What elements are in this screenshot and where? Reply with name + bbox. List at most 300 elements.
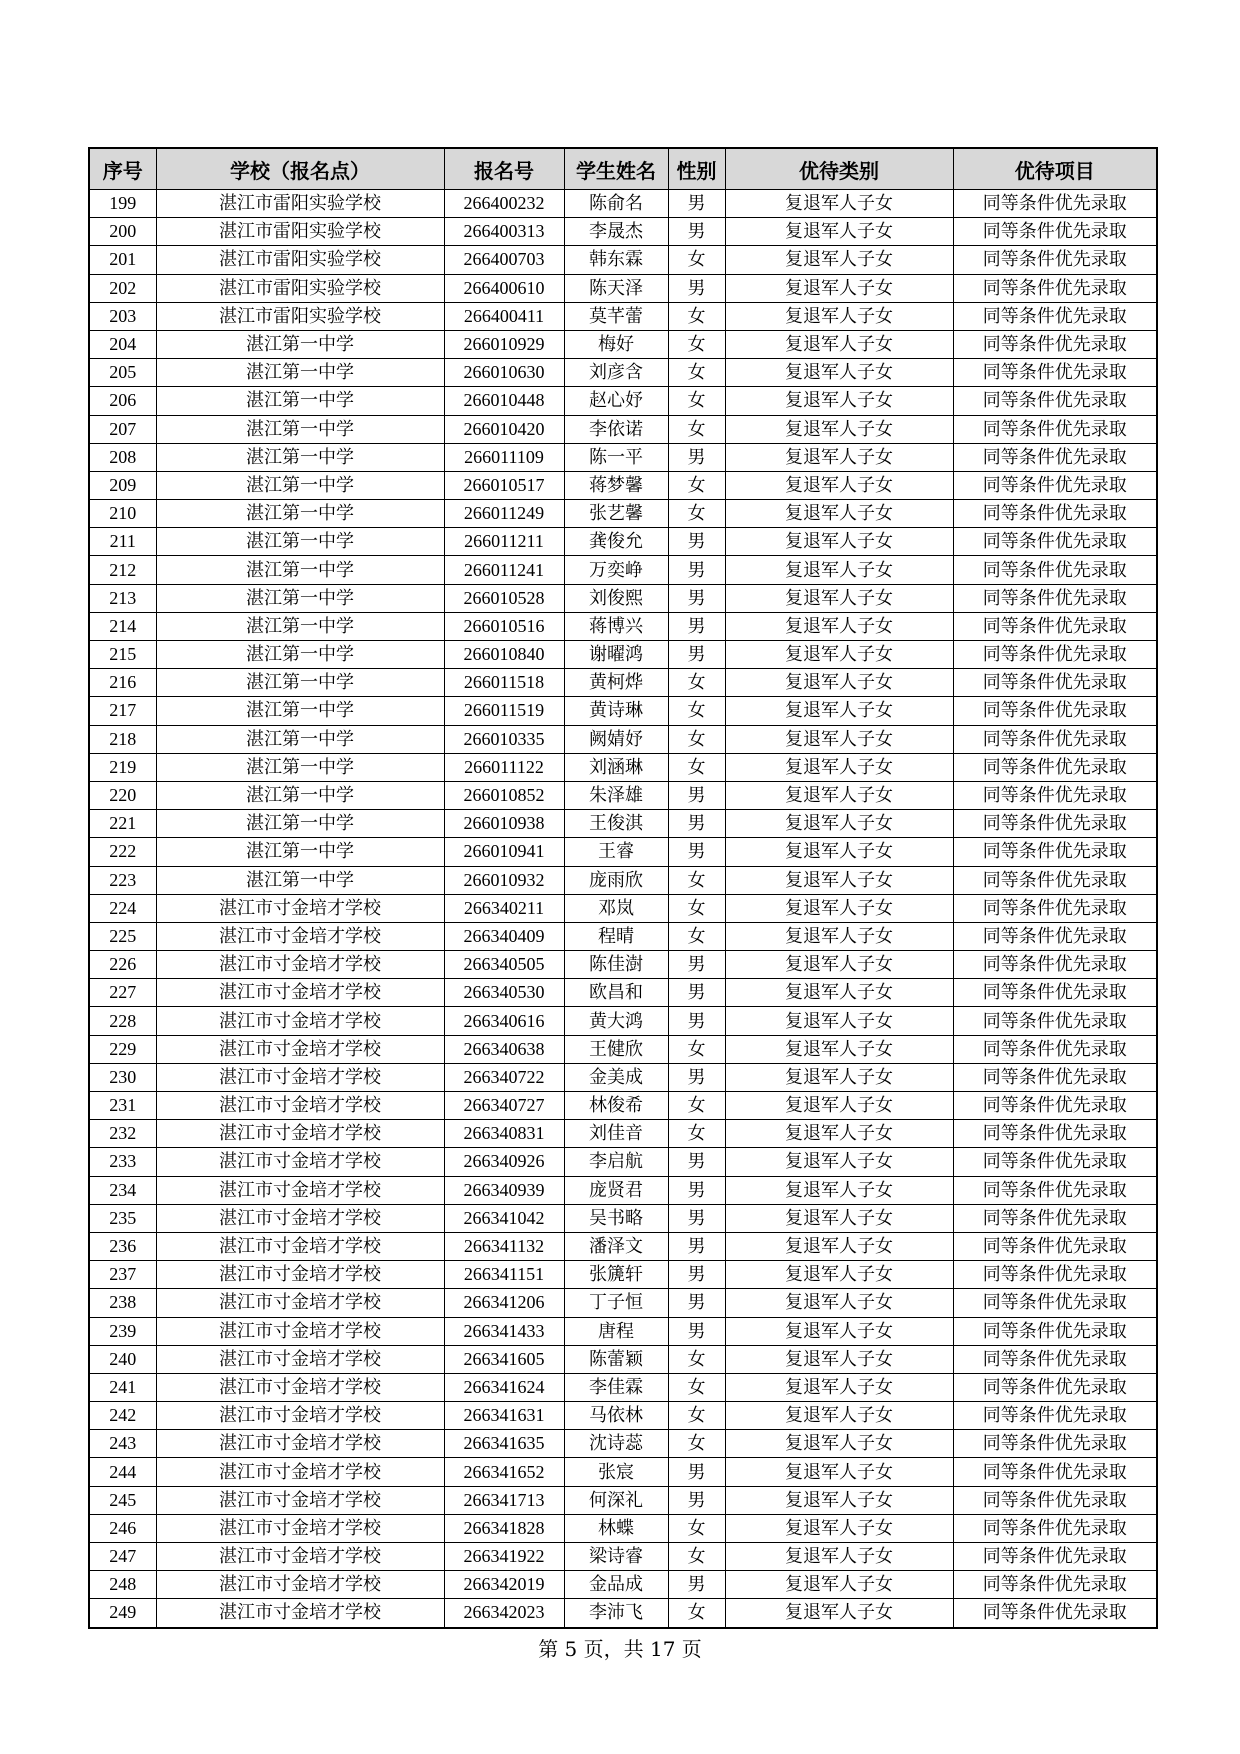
cell-student-name: 龚俊允 [564, 528, 668, 556]
cell-student-name: 吴书略 [564, 1204, 668, 1232]
table-row [89, 1486, 1157, 1514]
cell-school: 湛江第一中学 [156, 443, 444, 471]
cell-school: 湛江市寸金培才学校 [156, 1289, 444, 1317]
cell-student-name: 黄大鸿 [564, 1007, 668, 1035]
table-row [89, 1232, 1157, 1260]
cell-gender: 女 [668, 415, 725, 443]
cell-school: 湛江市雷阳实验学校 [156, 190, 444, 218]
cell-gender: 男 [668, 979, 725, 1007]
cell-student-name: 欧昌和 [564, 979, 668, 1007]
table-row [89, 246, 1157, 274]
cell-preference-category: 复退军人子女 [725, 1317, 953, 1345]
header-school: 学校（报名点） [156, 148, 444, 190]
cell-student-name: 金美成 [564, 1063, 668, 1091]
cell-school: 湛江第一中学 [156, 810, 444, 838]
cell-registration-number: 266011241 [444, 556, 564, 584]
table-row [89, 387, 1157, 415]
table-row [89, 218, 1157, 246]
cell-index: 229 [89, 1035, 156, 1063]
cell-student-name: 沈诗蕊 [564, 1430, 668, 1458]
cell-gender: 女 [668, 1430, 725, 1458]
cell-preference-category: 复退军人子女 [725, 1289, 953, 1317]
table-row [89, 471, 1157, 499]
cell-preference-item: 同等条件优先录取 [953, 1599, 1157, 1628]
cell-preference-category: 复退军人子女 [725, 1035, 953, 1063]
cell-preference-item: 同等条件优先录取 [953, 810, 1157, 838]
cell-school: 湛江市雷阳实验学校 [156, 246, 444, 274]
cell-gender: 女 [668, 1120, 725, 1148]
cell-registration-number: 266340211 [444, 894, 564, 922]
cell-preference-category: 复退军人子女 [725, 810, 953, 838]
cell-index: 222 [89, 838, 156, 866]
cell-gender: 女 [668, 246, 725, 274]
cell-gender: 女 [668, 1345, 725, 1373]
cell-school: 湛江市寸金培才学校 [156, 894, 444, 922]
cell-preference-category: 复退军人子女 [725, 387, 953, 415]
cell-gender: 男 [668, 1176, 725, 1204]
cell-gender: 男 [668, 838, 725, 866]
cell-preference-category: 复退军人子女 [725, 753, 953, 781]
cell-preference-category: 复退军人子女 [725, 246, 953, 274]
cell-school: 湛江第一中学 [156, 612, 444, 640]
cell-gender: 女 [668, 1543, 725, 1571]
cell-preference-item: 同等条件优先录取 [953, 302, 1157, 330]
cell-preference-item: 同等条件优先录取 [953, 556, 1157, 584]
table-header [89, 148, 1157, 190]
cell-index: 249 [89, 1599, 156, 1628]
cell-gender: 男 [668, 443, 725, 471]
cell-school: 湛江第一中学 [156, 866, 444, 894]
cell-student-name: 张宸 [564, 1458, 668, 1486]
cell-school: 湛江市寸金培才学校 [156, 1148, 444, 1176]
cell-registration-number: 266010941 [444, 838, 564, 866]
cell-registration-number: 266010420 [444, 415, 564, 443]
table-row [89, 753, 1157, 781]
table-row [89, 1120, 1157, 1148]
cell-preference-item: 同等条件优先录取 [953, 1092, 1157, 1120]
table-row [89, 1458, 1157, 1486]
cell-preference-item: 同等条件优先录取 [953, 1007, 1157, 1035]
cell-preference-item: 同等条件优先录取 [953, 1430, 1157, 1458]
cell-gender: 女 [668, 697, 725, 725]
cell-school: 湛江市寸金培才学校 [156, 1232, 444, 1260]
cell-index: 223 [89, 866, 156, 894]
cell-student-name: 韩东霖 [564, 246, 668, 274]
cell-preference-item: 同等条件优先录取 [953, 1458, 1157, 1486]
table-row [89, 979, 1157, 1007]
table-row [89, 1317, 1157, 1345]
cell-registration-number: 266341151 [444, 1261, 564, 1289]
cell-index: 247 [89, 1543, 156, 1571]
cell-preference-category: 复退军人子女 [725, 500, 953, 528]
cell-registration-number: 266340926 [444, 1148, 564, 1176]
header-index: 序号 [89, 148, 156, 190]
cell-registration-number: 266341624 [444, 1373, 564, 1401]
cell-registration-number: 266010630 [444, 359, 564, 387]
cell-school: 湛江市寸金培才学校 [156, 1571, 444, 1599]
cell-student-name: 蒋博兴 [564, 612, 668, 640]
cell-student-name: 张艺馨 [564, 500, 668, 528]
cell-preference-item: 同等条件优先录取 [953, 359, 1157, 387]
cell-preference-item: 同等条件优先录取 [953, 725, 1157, 753]
cell-preference-category: 复退军人子女 [725, 274, 953, 302]
cell-gender: 男 [668, 1007, 725, 1035]
cell-index: 217 [89, 697, 156, 725]
cell-student-name: 阙婧妤 [564, 725, 668, 753]
table-row [89, 359, 1157, 387]
cell-gender: 女 [668, 471, 725, 499]
cell-student-name: 梅好 [564, 330, 668, 358]
cell-preference-item: 同等条件优先录取 [953, 1486, 1157, 1514]
cell-preference-category: 复退军人子女 [725, 1204, 953, 1232]
cell-index: 235 [89, 1204, 156, 1232]
cell-registration-number: 266341922 [444, 1543, 564, 1571]
cell-preference-category: 复退军人子女 [725, 1176, 953, 1204]
cell-school: 湛江第一中学 [156, 669, 444, 697]
cell-preference-item: 同等条件优先录取 [953, 1543, 1157, 1571]
cell-student-name: 丁子恒 [564, 1289, 668, 1317]
cell-preference-item: 同等条件优先录取 [953, 330, 1157, 358]
cell-index: 208 [89, 443, 156, 471]
cell-index: 215 [89, 641, 156, 669]
table-row [89, 1345, 1157, 1373]
table-row [89, 641, 1157, 669]
cell-student-name: 庞雨欣 [564, 866, 668, 894]
cell-preference-category: 复退军人子女 [725, 1402, 953, 1430]
cell-index: 216 [89, 669, 156, 697]
cell-preference-category: 复退军人子女 [725, 838, 953, 866]
cell-index: 200 [89, 218, 156, 246]
cell-registration-number: 266400703 [444, 246, 564, 274]
cell-preference-category: 复退军人子女 [725, 1092, 953, 1120]
cell-school: 湛江第一中学 [156, 471, 444, 499]
cell-student-name: 张篪轩 [564, 1261, 668, 1289]
cell-student-name: 莫芊蕾 [564, 302, 668, 330]
cell-preference-item: 同等条件优先录取 [953, 1402, 1157, 1430]
cell-registration-number: 266340939 [444, 1176, 564, 1204]
table-row [89, 584, 1157, 612]
cell-preference-item: 同等条件优先录取 [953, 1289, 1157, 1317]
cell-preference-item: 同等条件优先录取 [953, 697, 1157, 725]
cell-registration-number: 266342023 [444, 1599, 564, 1628]
cell-preference-item: 同等条件优先录取 [953, 866, 1157, 894]
cell-school: 湛江市寸金培才学校 [156, 922, 444, 950]
cell-registration-number: 266342019 [444, 1571, 564, 1599]
cell-preference-item: 同等条件优先录取 [953, 584, 1157, 612]
cell-school: 湛江市寸金培才学校 [156, 1373, 444, 1401]
cell-school: 湛江市雷阳实验学校 [156, 274, 444, 302]
cell-preference-category: 复退军人子女 [725, 951, 953, 979]
cell-preference-category: 复退军人子女 [725, 1373, 953, 1401]
cell-registration-number: 266341631 [444, 1402, 564, 1430]
cell-preference-category: 复退军人子女 [725, 443, 953, 471]
cell-preference-category: 复退军人子女 [725, 330, 953, 358]
cell-registration-number: 266400232 [444, 190, 564, 218]
cell-gender: 男 [668, 1486, 725, 1514]
cell-gender: 男 [668, 1317, 725, 1345]
cell-index: 206 [89, 387, 156, 415]
cell-registration-number: 266010335 [444, 725, 564, 753]
cell-gender: 男 [668, 274, 725, 302]
table-row [89, 1373, 1157, 1401]
header-row [89, 148, 1157, 190]
cell-student-name: 陈佳澍 [564, 951, 668, 979]
table-row [89, 1543, 1157, 1571]
cell-preference-item: 同等条件优先录取 [953, 1148, 1157, 1176]
cell-gender: 男 [668, 781, 725, 809]
table-row [89, 866, 1157, 894]
cell-registration-number: 266010938 [444, 810, 564, 838]
cell-preference-item: 同等条件优先录取 [953, 1571, 1157, 1599]
cell-preference-item: 同等条件优先录取 [953, 1176, 1157, 1204]
cell-registration-number: 266010929 [444, 330, 564, 358]
cell-registration-number: 266341433 [444, 1317, 564, 1345]
cell-preference-category: 复退军人子女 [725, 1514, 953, 1542]
cell-registration-number: 266341652 [444, 1458, 564, 1486]
cell-registration-number: 266341713 [444, 1486, 564, 1514]
cell-gender: 女 [668, 894, 725, 922]
cell-school: 湛江市寸金培才学校 [156, 979, 444, 1007]
cell-school: 湛江第一中学 [156, 528, 444, 556]
cell-school: 湛江市寸金培才学校 [156, 1345, 444, 1373]
cell-school: 湛江市寸金培才学校 [156, 1514, 444, 1542]
cell-index: 214 [89, 612, 156, 640]
cell-school: 湛江市寸金培才学校 [156, 1120, 444, 1148]
cell-gender: 男 [668, 584, 725, 612]
page-number: 第 5 页，共 17 页 [538, 1637, 702, 1661]
table-row [89, 612, 1157, 640]
cell-preference-item: 同等条件优先录取 [953, 1317, 1157, 1345]
cell-school: 湛江市寸金培才学校 [156, 1035, 444, 1063]
cell-index: 219 [89, 753, 156, 781]
cell-preference-category: 复退军人子女 [725, 1543, 953, 1571]
table-row [89, 951, 1157, 979]
table-row [89, 1402, 1157, 1430]
cell-preference-item: 同等条件优先录取 [953, 443, 1157, 471]
cell-registration-number: 266011109 [444, 443, 564, 471]
table-row [89, 781, 1157, 809]
cell-registration-number: 266341042 [444, 1204, 564, 1232]
cell-school: 湛江市寸金培才学校 [156, 1486, 444, 1514]
cell-school: 湛江市寸金培才学校 [156, 1402, 444, 1430]
cell-index: 230 [89, 1063, 156, 1091]
cell-school: 湛江市寸金培才学校 [156, 1007, 444, 1035]
table-row [89, 330, 1157, 358]
cell-school: 湛江第一中学 [156, 753, 444, 781]
cell-gender: 男 [668, 810, 725, 838]
cell-registration-number: 266010528 [444, 584, 564, 612]
cell-student-name: 李晟杰 [564, 218, 668, 246]
cell-student-name: 朱泽雄 [564, 781, 668, 809]
cell-index: 227 [89, 979, 156, 1007]
cell-preference-item: 同等条件优先录取 [953, 218, 1157, 246]
cell-gender: 男 [668, 1063, 725, 1091]
header-preference-category: 优待类别 [725, 148, 953, 190]
cell-preference-item: 同等条件优先录取 [953, 1232, 1157, 1260]
cell-gender: 女 [668, 500, 725, 528]
cell-preference-category: 复退军人子女 [725, 1120, 953, 1148]
cell-student-name: 庞贤君 [564, 1176, 668, 1204]
cell-index: 245 [89, 1486, 156, 1514]
cell-school: 湛江市寸金培才学校 [156, 1063, 444, 1091]
table-row [89, 500, 1157, 528]
cell-student-name: 谢曜鸿 [564, 641, 668, 669]
table-row [89, 725, 1157, 753]
cell-gender: 女 [668, 1092, 725, 1120]
header-gender: 性别 [668, 148, 725, 190]
table-row [89, 274, 1157, 302]
cell-school: 湛江第一中学 [156, 781, 444, 809]
cell-index: 210 [89, 500, 156, 528]
cell-index: 234 [89, 1176, 156, 1204]
table-row [89, 810, 1157, 838]
cell-preference-item: 同等条件优先录取 [953, 922, 1157, 950]
cell-preference-category: 复退军人子女 [725, 725, 953, 753]
cell-student-name: 唐程 [564, 1317, 668, 1345]
cell-student-name: 陈一平 [564, 443, 668, 471]
cell-gender: 男 [668, 1571, 725, 1599]
cell-index: 236 [89, 1232, 156, 1260]
cell-preference-item: 同等条件优先录取 [953, 612, 1157, 640]
cell-index: 204 [89, 330, 156, 358]
cell-index: 242 [89, 1402, 156, 1430]
table-row [89, 1599, 1157, 1628]
table-row [89, 1571, 1157, 1599]
table-row [89, 1514, 1157, 1542]
cell-student-name: 刘佳音 [564, 1120, 668, 1148]
cell-preference-item: 同等条件优先录取 [953, 951, 1157, 979]
cell-index: 226 [89, 951, 156, 979]
cell-registration-number: 266010840 [444, 641, 564, 669]
cell-gender: 女 [668, 1373, 725, 1401]
cell-school: 湛江市寸金培才学校 [156, 1430, 444, 1458]
cell-index: 221 [89, 810, 156, 838]
cell-registration-number: 266011518 [444, 669, 564, 697]
cell-index: 207 [89, 415, 156, 443]
cell-preference-category: 复退军人子女 [725, 1063, 953, 1091]
cell-gender: 男 [668, 556, 725, 584]
cell-student-name: 林蝶 [564, 1514, 668, 1542]
cell-registration-number: 266011249 [444, 500, 564, 528]
table-row [89, 1007, 1157, 1035]
cell-preference-category: 复退军人子女 [725, 1599, 953, 1628]
cell-registration-number: 266340409 [444, 922, 564, 950]
cell-preference-category: 复退军人子女 [725, 1232, 953, 1260]
cell-school: 湛江市寸金培才学校 [156, 1204, 444, 1232]
cell-gender: 男 [668, 951, 725, 979]
cell-preference-item: 同等条件优先录取 [953, 1514, 1157, 1542]
cell-student-name: 李沛飞 [564, 1599, 668, 1628]
cell-gender: 男 [668, 190, 725, 218]
cell-index: 240 [89, 1345, 156, 1373]
cell-gender: 女 [668, 359, 725, 387]
cell-registration-number: 266400313 [444, 218, 564, 246]
cell-school: 湛江第一中学 [156, 500, 444, 528]
cell-registration-number: 266010516 [444, 612, 564, 640]
cell-student-name: 李启航 [564, 1148, 668, 1176]
cell-index: 241 [89, 1373, 156, 1401]
cell-preference-category: 复退军人子女 [725, 471, 953, 499]
cell-student-name: 梁诗睿 [564, 1543, 668, 1571]
cell-preference-category: 复退军人子女 [725, 190, 953, 218]
cell-student-name: 邓岚 [564, 894, 668, 922]
cell-gender: 男 [668, 641, 725, 669]
table-row [89, 838, 1157, 866]
table-row [89, 1430, 1157, 1458]
cell-index: 246 [89, 1514, 156, 1542]
cell-registration-number: 266340616 [444, 1007, 564, 1035]
cell-index: 201 [89, 246, 156, 274]
cell-student-name: 李依诺 [564, 415, 668, 443]
cell-school: 湛江市寸金培才学校 [156, 1176, 444, 1204]
cell-registration-number: 266340727 [444, 1092, 564, 1120]
cell-index: 218 [89, 725, 156, 753]
cell-school: 湛江第一中学 [156, 387, 444, 415]
cell-gender: 男 [668, 1148, 725, 1176]
cell-preference-item: 同等条件优先录取 [953, 1345, 1157, 1373]
table-row [89, 1035, 1157, 1063]
cell-preference-category: 复退军人子女 [725, 584, 953, 612]
cell-preference-item: 同等条件优先录取 [953, 471, 1157, 499]
cell-index: 203 [89, 302, 156, 330]
cell-index: 225 [89, 922, 156, 950]
table-row [89, 1204, 1157, 1232]
cell-preference-category: 复退军人子女 [725, 1430, 953, 1458]
cell-gender: 女 [668, 922, 725, 950]
cell-school: 湛江市寸金培才学校 [156, 951, 444, 979]
cell-gender: 男 [668, 612, 725, 640]
cell-student-name: 李佳霖 [564, 1373, 668, 1401]
cell-index: 205 [89, 359, 156, 387]
cell-preference-item: 同等条件优先录取 [953, 1261, 1157, 1289]
cell-school: 湛江市寸金培才学校 [156, 1261, 444, 1289]
cell-preference-item: 同等条件优先录取 [953, 528, 1157, 556]
cell-student-name: 陈蕾颖 [564, 1345, 668, 1373]
cell-preference-category: 复退军人子女 [725, 302, 953, 330]
cell-gender: 男 [668, 1261, 725, 1289]
cell-preference-item: 同等条件优先录取 [953, 274, 1157, 302]
cell-index: 237 [89, 1261, 156, 1289]
cell-gender: 女 [668, 1035, 725, 1063]
table-row [89, 1092, 1157, 1120]
cell-preference-category: 复退军人子女 [725, 1148, 953, 1176]
table-row [89, 443, 1157, 471]
cell-index: 239 [89, 1317, 156, 1345]
cell-preference-category: 复退军人子女 [725, 612, 953, 640]
cell-gender: 男 [668, 1458, 725, 1486]
cell-preference-category: 复退军人子女 [725, 1261, 953, 1289]
cell-index: 211 [89, 528, 156, 556]
cell-preference-item: 同等条件优先录取 [953, 190, 1157, 218]
cell-gender: 女 [668, 1514, 725, 1542]
cell-student-name: 何深礼 [564, 1486, 668, 1514]
cell-gender: 女 [668, 866, 725, 894]
cell-index: 228 [89, 1007, 156, 1035]
cell-preference-item: 同等条件优先录取 [953, 894, 1157, 922]
cell-registration-number: 266341828 [444, 1514, 564, 1542]
cell-student-name: 王俊淇 [564, 810, 668, 838]
cell-index: 199 [89, 190, 156, 218]
cell-school: 湛江市寸金培才学校 [156, 1317, 444, 1345]
cell-preference-category: 复退军人子女 [725, 979, 953, 1007]
cell-preference-item: 同等条件优先录取 [953, 1035, 1157, 1063]
cell-preference-item: 同等条件优先录取 [953, 387, 1157, 415]
cell-school: 湛江市寸金培才学校 [156, 1543, 444, 1571]
cell-preference-category: 复退军人子女 [725, 218, 953, 246]
cell-preference-item: 同等条件优先录取 [953, 641, 1157, 669]
cell-school: 湛江第一中学 [156, 330, 444, 358]
cell-school: 湛江市寸金培才学校 [156, 1458, 444, 1486]
